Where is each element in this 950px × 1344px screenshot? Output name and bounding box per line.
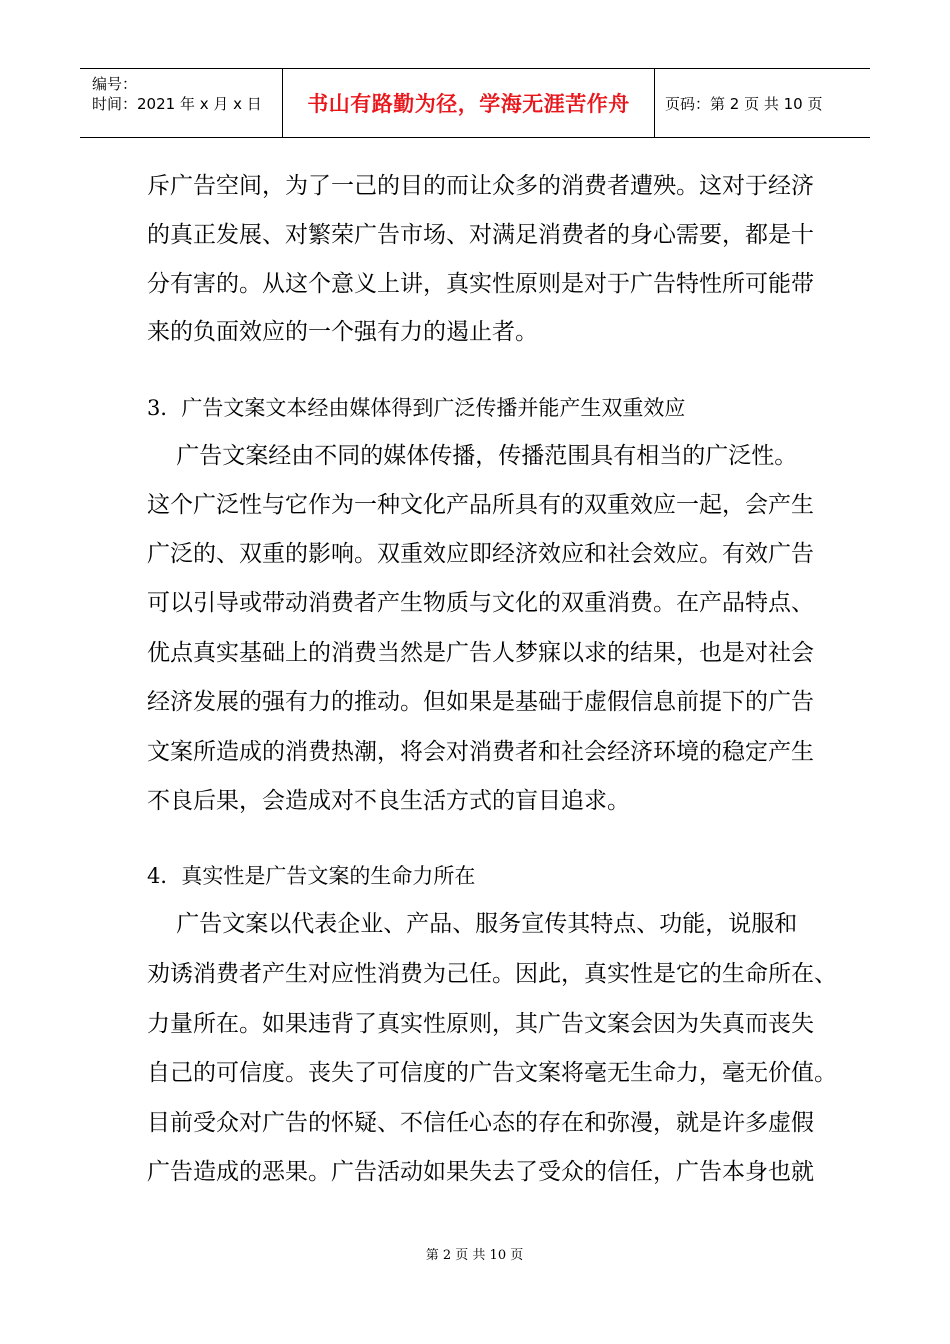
header-page-cell — [655, 69, 870, 137]
body-line: 广告文案经由不同的媒体传播，传播范围具有相当的广泛性。 — [147, 443, 798, 469]
header-motto-cell — [283, 69, 655, 137]
body-line: 优点真实基础上的消费当然是广告人梦寐以求的结果，也是对社会 — [147, 640, 814, 666]
body-line: 文案所造成的消费热潮，将会对消费者和社会经济环境的稳定产生 — [147, 739, 814, 765]
body-line: 不良后果，会造成对不良生活方式的盲目追求。 — [147, 788, 630, 814]
header-meta-cell — [80, 69, 283, 137]
body-line: 这个广泛性与它作为一种文化产品所具有的双重效应一起，会产生 — [147, 492, 814, 518]
body-line: 来的负面效应的一个强有力的遏止者。 — [147, 319, 538, 345]
page-info: 页码：第 2 页 共 10 页 — [665, 94, 823, 113]
number-label: 编号： — [92, 75, 138, 93]
motto-text: 书山有路勤为径，学海无涯苦作舟 — [307, 92, 630, 116]
body-line: 斥广告空间，为了一己的目的而让众多的消费者遭殃。这对于经济 — [147, 173, 814, 199]
body-line: 的真正发展、对繁荣广告市场、对满足消费者的身心需要，都是十 — [147, 222, 814, 248]
body-line: 自己的可信度。丧失了可信度的广告文案将毫无生命力，毫无价值。 — [147, 1060, 837, 1086]
time-label: 时间：2021 年 x 月 x 日 — [92, 95, 262, 113]
body-line: 经济发展的强有力的推动。但如果是基础于虚假信息前提下的广告 — [147, 689, 814, 715]
body-line: 可以引导或带动消费者产生物质与文化的双重消费。在产品特点、 — [147, 590, 814, 616]
body-line: 广告文案以代表企业、产品、服务宣传其特点、功能，说服和 — [147, 911, 798, 937]
section-heading: 4．真实性是广告文案的生命力所在 — [147, 864, 476, 888]
body-line: 力量所在。如果违背了真实性原则，其广告文案会因为失真而丧失 — [147, 1011, 814, 1037]
footer-page-number: 第 2 页 共 10 页 — [425, 1248, 524, 1263]
header-table — [80, 68, 870, 138]
body-line: 分有害的。从这个意义上讲，真实性原则是对于广告特性所可能带 — [147, 271, 814, 297]
page-footer — [0, 1244, 950, 1263]
section-heading: 3．广告文案文本经由媒体得到广泛传播并能产生双重效应 — [147, 396, 686, 420]
body-line: 目前受众对广告的怀疑、不信任心态的存在和弥漫，就是许多虚假 — [147, 1110, 814, 1136]
body-line: 广泛的、双重的影响。双重效应即经济效应和社会效应。有效广告 — [147, 541, 814, 567]
body-line: 劝诱消费者产生对应性消费为己任。因此，真实性是它的生命所在、 — [147, 961, 837, 987]
body-line: 广告造成的恶果。广告活动如果失去了受众的信任，广告本身也就 — [147, 1159, 814, 1185]
